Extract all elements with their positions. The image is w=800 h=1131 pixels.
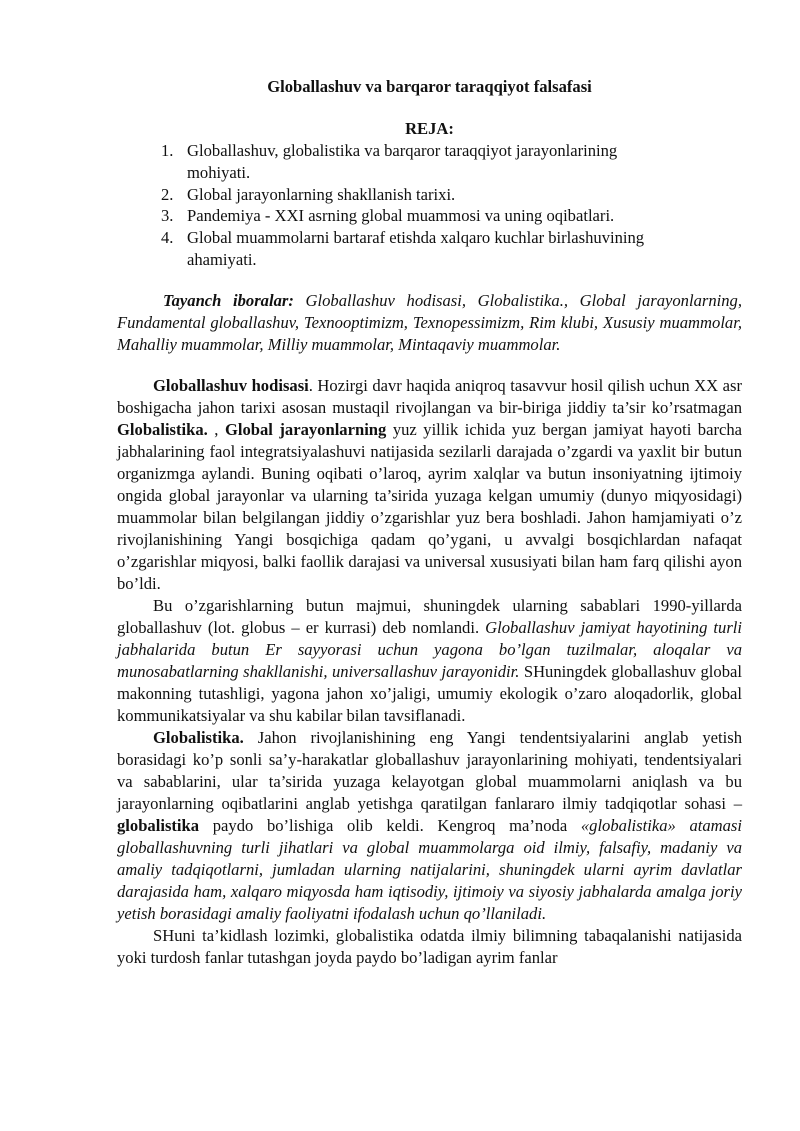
- plan-list: [117, 140, 742, 271]
- plan-item: [117, 227, 742, 271]
- plan-item-text: Global muammolarni bartaraf etishda xalqaro kuchlar birlashuvining ahamiyati.: [187, 228, 645, 269]
- keywords-paragraph: [117, 290, 742, 356]
- paragraph-globalistics: [117, 727, 742, 925]
- text-run: SHuni ta’kidlash lozimki, globalistika odatda ilmiy bilimning tabaqalanishi natijasida yoki turdosh fanlar tutashgan joyda paydo bo’ladigan ayrim fanlar: [117, 925, 742, 967]
- plan-item-number: 1.: [161, 141, 174, 160]
- plan-item-number: 4.: [161, 228, 174, 248]
- text-run: ,: [207, 419, 225, 439]
- paragraph-globalization: [117, 375, 742, 595]
- plan-item-text: Global jarayonlarning shakllanish tarixi.: [187, 184, 456, 204]
- plan-item-number: 2.: [161, 184, 174, 204]
- term-bold: globalistika: [117, 815, 200, 835]
- text-run: Jahon rivojlanishining eng Yangi tendentsiyalarini anglab yetish borasidagi ko’p sonli sa’y-harakatlar globallashuv jarayonlarining mohiyati, tendentsiyalari va sabablarini, ular ta’sirida yuzaga kelayotgan global muammolarni aniqlash va bu jarayonlarning oqibatlarini anglab yetishga qaratilgan fanlararo ilmiy tadqiqotlar sohasi –: [117, 727, 742, 813]
- text-run: paydo bo’lishiga olib keldi. Kengroq ma’noda: [199, 815, 581, 835]
- plan-item-text: Globallashuv, globalistika va barqaror taraqqiyot jarayonlarining mohiyati.: [187, 141, 618, 182]
- text-run: . Hozirgi davr haqida aniqroq tasavvur hosil qilish uchun XX asr boshigacha jahon tarixi asosan mustaqil rivojlangan va bir-biriga jiddiy ta’sir ko’rsatmagan: [117, 375, 742, 417]
- text-run: yuz yillik ichida yuz bergan jamiyat hayoti barcha jabhalarining faol integratsiyalashuvi natijasida sezilarli darajada o’zgardi va yaxlit bir butun organizmga aylandi. Buning oqibati o’laroq, ayrim xalqlar va butun insoniyatning ijtimoiy ongida global jarayonlar va ularning ta’sirida yuzaga kelgan umumiy (dunyo miqyosidagi) muammolar bilan belgilangan jiddiy o’zgarishlar yuz bera boshladi. Jahon hamjamiyati o’z rivojlanishining Yangi bosqichiga qadam qo’ygani, u avvalgi bosqichlardan nafaqat o’zgarishlar miqyosi, balki faollik darajasi va universal xususiyati bilan ham farq qilishi ayon bo’ldi.: [117, 419, 743, 593]
- plan-item: [117, 205, 742, 227]
- term-bold: Globalistika.: [153, 727, 244, 747]
- plan-item-text: Pandemiya - XXI asrning global muammosi va uning oqibatlari.: [187, 206, 615, 226]
- definition-italic: Globallashuv jamiyat hayotining turli jabhalarida butun Er sayyorasi uchun yagona bo’lgan tuzilmalar, aloqalar va munosabatlarning shakllanishi, universallashuv jarayonidir.: [117, 617, 743, 681]
- term-bold: Globallashuv hodisasi: [153, 375, 309, 395]
- plan-item: [117, 140, 742, 184]
- plan-item-number: 3.: [161, 206, 174, 226]
- term-bold: Global jarayonlarning: [224, 419, 387, 439]
- plan-heading: REJA:: [405, 119, 454, 138]
- paragraph-note: [117, 925, 742, 969]
- text-run: Bu o’zgarishlarning butun majmui, shuningdek ularning sabablari 1990-yillarda globallashuv (lot. globus – er kurrasi) deb nomlandi.: [117, 595, 742, 637]
- plan-item: [117, 184, 742, 206]
- keywords-label: Tayanch iboralar:: [163, 290, 294, 310]
- definition-italic: «globalistika» atamasi globallashuvning turli jihatlari va global muammolarga oid ilmiy, falsafiy, madaniy va amaliy tadqiqotlarni, jumladan ularning natijalarini, shuningdek ularni ayrim davlatlar darajasida ham, xalqaro miqyosda ham iqtisodiy, ijtimoiy va siyosiy jabhalarda amalga joriy yetish borasidagi amaliy faoliyatni ifodalash uchun qo’llaniladi.: [117, 815, 743, 923]
- term-bold: Globalistika.: [117, 419, 208, 439]
- paragraph-definition: [117, 595, 742, 727]
- document-title: Globallashuv va barqaror taraqqiyot falsafasi: [267, 77, 592, 96]
- text-run: SHuningdek globallashuv global makonning tutashligi, yagona jahon xo’jaligi, umumiy ekologik o’zaro aloqadorlik, global kommunikatsiyalar va shu kabilar bilan tavsiflanadi.: [117, 661, 742, 725]
- keywords-text: Globallashuv hodisasi, Globalistika., Global jarayonlarning, Fundamental globallashuv, Texnooptimizm, Texnopessimizm, Rim klubi, Xususiy muammolar, Mahalliy muammolar, Milliy muammolar, Mintaqaviy muammolar.: [117, 290, 742, 354]
